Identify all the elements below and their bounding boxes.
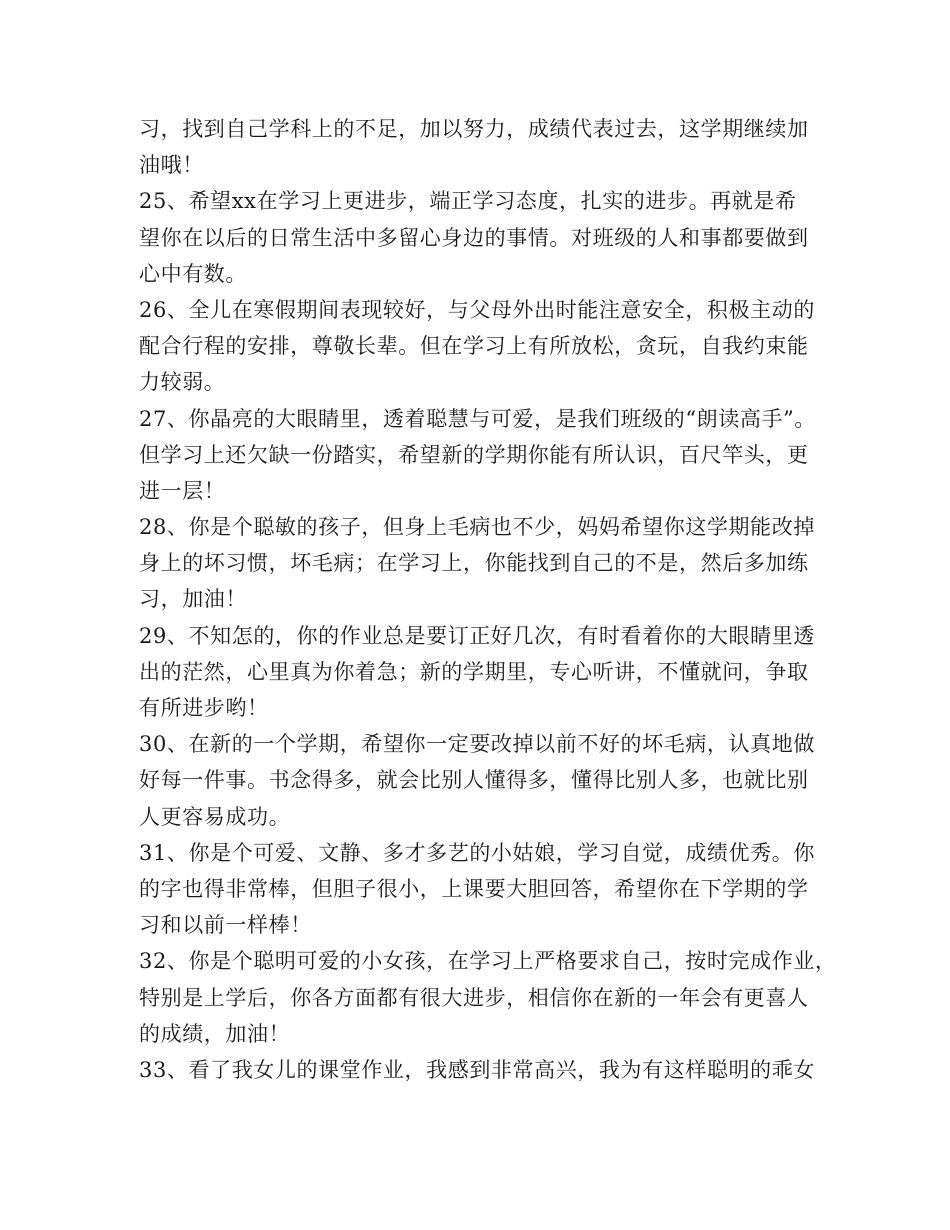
- text-line: 油哦！: [139, 153, 204, 178]
- text-line: 29、不知怎的，你的作业总是要订正好几次，有时看着你的大眼睛里透: [139, 623, 815, 648]
- text-line: 望你在以后的日常生活中多留心身边的事情。对班级的人和事都要做到: [139, 225, 809, 250]
- text-line: 出的茫然，心里真为你着急；新的学期里，专心听讲，不懂就问，争取: [139, 659, 809, 684]
- text-line: 人更容易成功。: [139, 804, 291, 829]
- text-line: 32、你是个聪明可爱的小女孩，在学习上严格要求自己，按时完成作业，: [139, 949, 837, 974]
- text-line: 习和以前一样棒！: [139, 913, 312, 938]
- body-text: [139, 111, 837, 1088]
- text-line: 习，找到自己学科上的不足，加以努力，成绩代表过去，这学期继续加: [139, 117, 809, 141]
- text-line: 的成绩，加油！: [139, 1021, 291, 1046]
- text-line: 25、希望xx在学习上更进步，端正学习态度，扎实的进步。再就是希: [139, 189, 797, 214]
- text-line: 31、你是个可爱、文静、多才多艺的小姑娘，学习自觉，成绩优秀。你: [139, 840, 815, 865]
- text-line: 27、你晶亮的大眼睛里，透着聪慧与可爱，是我们班级的“朗读高手”。: [139, 406, 816, 431]
- text-line: 26、全儿在寒假期间表现较好，与父母外出时能注意安全，积极主动的: [139, 297, 815, 322]
- text-line: 配合行程的安排，尊敬长辈。但在学习上有所放松，贪玩，自我约束能: [139, 334, 809, 359]
- text-line: 28、你是个聪敏的孩子，但身上毛病也不少，妈妈希望你这学期能改掉: [139, 515, 815, 540]
- text-line: 习，加油！: [139, 587, 247, 612]
- text-line: 有所进步哟！: [139, 696, 269, 720]
- text-line: 特别是上学后，你各方面都有很大进步，相信你在新的一年会有更喜人: [139, 985, 809, 1010]
- text-line: 心中有数。: [139, 261, 247, 286]
- text-line: 但学习上还欠缺一份踏实，希望新的学期你能有所认识，百尺竿头，更: [139, 442, 809, 467]
- text-line: 好每一件事。书念得多，就会比别人懂得多，懂得比别人多，也就比别: [139, 768, 809, 793]
- text-line: 的字也得非常棒，但胆子很小，上课要大胆回答，希望你在下学期的学: [139, 876, 809, 901]
- text-line: 33、看了我女儿的课堂作业，我感到非常高兴，我为有这样聪明的乖女: [139, 1057, 815, 1082]
- text-line: 进一层！: [139, 478, 226, 503]
- text-line: 身上的坏习惯，坏毛病；在学习上，你能找到自己的不是，然后多加练: [139, 551, 809, 576]
- text-line: 30、在新的一个学期，希望你一定要改掉以前不好的坏毛病，认真地做: [139, 732, 815, 757]
- text-line: 力较弱。: [139, 370, 226, 395]
